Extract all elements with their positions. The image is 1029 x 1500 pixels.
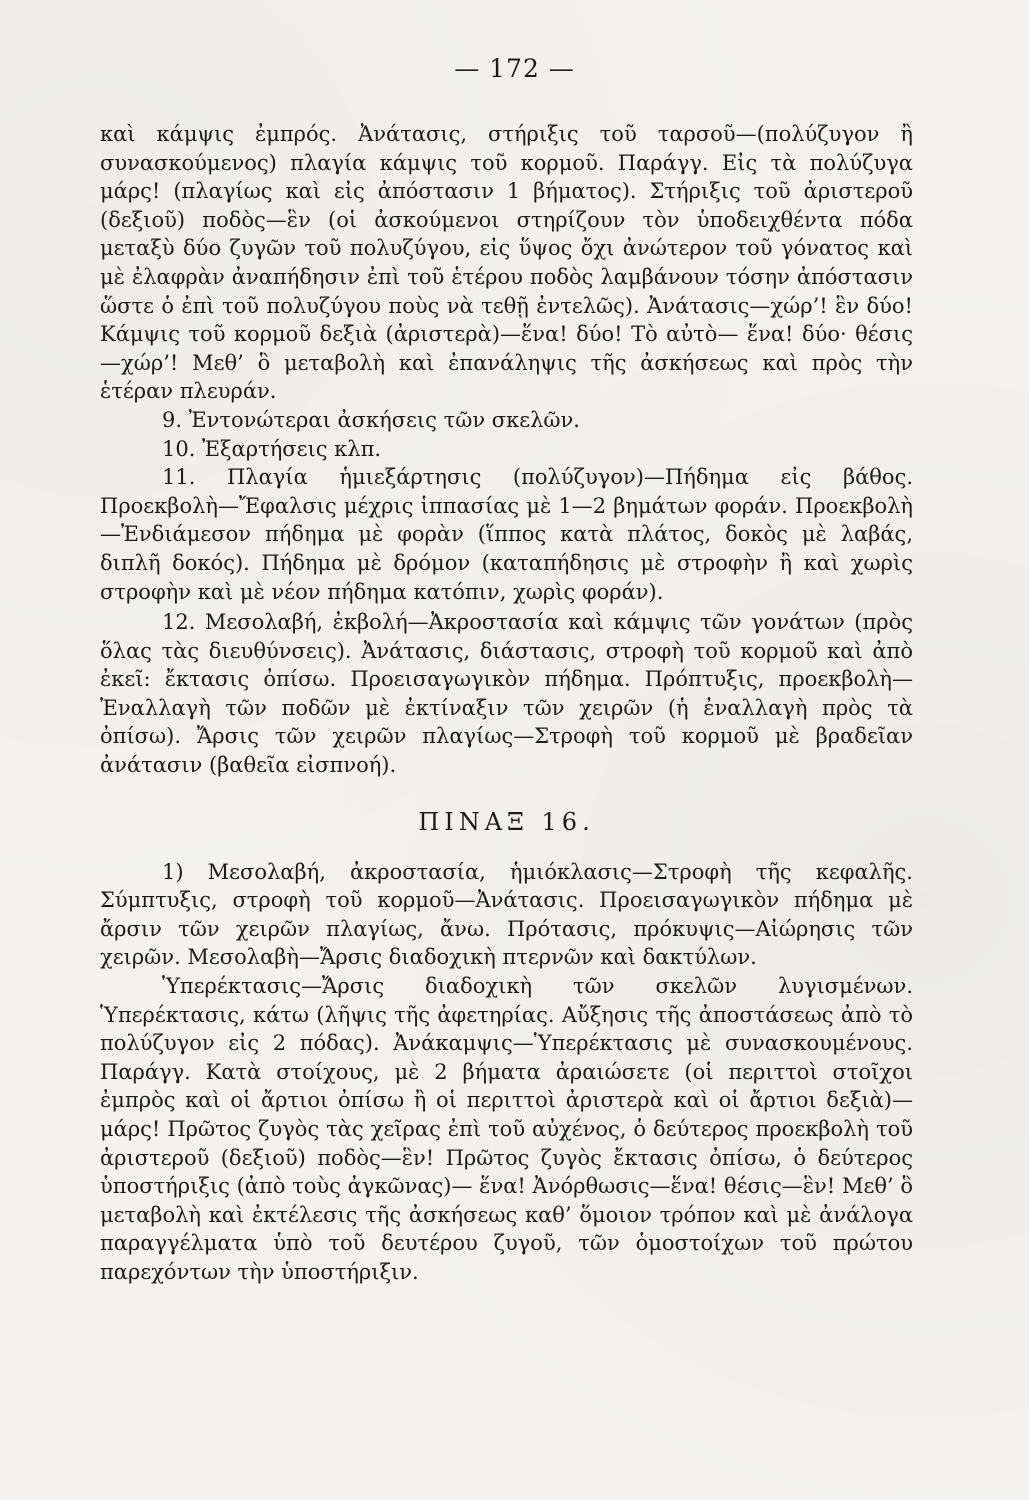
paragraph-item-10: 10. Ἐξαρτήσεις κλπ. <box>162 436 382 461</box>
paragraph-item-9: 9. Ἐντονώτεραι ἀσκήσεις τῶν σκελῶν. <box>162 407 580 432</box>
page-content <box>100 120 913 1287</box>
paragraph-continuation: καὶ κάμψις ἐμπρός. Ἀνάτασις, στήριξις τοῦ ταρσοῦ—(πολύζυγον ἢ συνασκούμενος) πλαγία κάμψις τοῦ κορμοῦ. Παράγγ. Εἰς τὰ πολύζυγα μάρς! (πλαγίως καὶ εἰς ἀπόστασιν 1 βήματος). Στήριξις τοῦ ἀριστεροῦ (δεξιοῦ) ποδὸς—ἓν (οἱ ἀσκούμενοι στηρίζουν τὸν ὑποδειχθέντα πόδα μεταξὺ δύο ζυγῶν τοῦ πολυζύγου, εἰς ὕψος ὄχι ἀνώτερον τοῦ γόνατος καὶ μὲ ἐλαφρὰν ἀναπήδησιν ἐπὶ τοῦ ἑτέρου ποδὸς λαμβάνουν τόσην ἀπόστασιν ὥστε ὁ ἐπὶ τοῦ πολυζύγου ποὺς νὰ τεθῇ ἐντελῶς). Ἀνάτασις—χώρ’! ἓν δύο! Κάμψις τοῦ κορμοῦ δεξιὰ (ἀριστερὰ)—ἕνα! δύο! Τὸ αὐτὸ— ἕνα! δύο· θέσις—χώρ’! Μεθ’ ὃ μεταβολὴ καὶ ἐπανάληψις τῆς ἀσκήσεως καὶ πρὸς τὴν ἑτέραν πλευράν. <box>100 122 913 404</box>
page-number: — 172 — <box>454 54 575 83</box>
paragraph-item-12: 12. Μεσολαβή, ἐκβολή—Ἀκροστασία καὶ κάμψις τῶν γονάτων (πρὸς ὅλας τὰς διευθύνσεις). Ἀνάτασις, διάστασις, στροφὴ τοῦ κορμοῦ καὶ ἀπὸ ἐκεῖ: ἔκτασις ὀπίσω. Προεισαγωγικὸν πήδημα. Πρόπτυξις, προεκβολὴ—Ἐναλλαγὴ τῶν ποδῶν μὲ ἐκτίναξιν τῶν χειρῶν (ἡ ἐναλλαγὴ πρὸς τὰ ὀπίσω). Ἄρσις τῶν χειρῶν πλαγίως—Στροφὴ τοῦ κορμοῦ μὲ βραδεῖαν ἀνάτασιν (βαθεῖα εἰσπνοή). <box>100 610 913 778</box>
paragraph-item-11: 11. Πλαγία ἡμιεξάρτησις (πολύζυγον)—Πήδημα εἰς βάθος. Προεκβολὴ—Ἔφαλσις μέχρις ἱππασίας μὲ 1—2 βημάτων φοράν. Προεκβολὴ—Ἐνδιάμεσον πήδημα μὲ φορὰν (ἵππος κατὰ πλάτος, δοκὸς μὲ λαβάς, διπλῆ δοκός). Πήδημα μὲ δρόμον (καταπήδησις μὲ στροφὴν ἢ καὶ χωρὶς στροφὴν καὶ μὲ νέον πήδημα κατόπιν, χωρὶς φοράν). <box>100 465 913 604</box>
section-paragraph-1: 1) Μεσολαβή, ἀκροστασία, ἡμιόκλασις—Στροφὴ τῆς κεφαλῆς. Σύμπτυξις, στροφὴ τοῦ κορμοῦ—Ἀνάτασις. Προεισαγωγικὸν πήδημα μὲ ἄρσιν τῶν χειρῶν πλαγίως, ἄνω. Πρότασις, πρόκυψις—Αἰώρησις τῶν χειρῶν. Μεσολαβὴ—Ἄρσις διαδοχικὴ πτερνῶν καὶ δακτύλων. <box>100 859 913 970</box>
section-heading: ΠΙΝΑΞ 16. <box>418 807 595 836</box>
section-paragraph-2: Ὑπερέκτασις—Ἄρσις διαδοχικὴ τῶν σκελῶν λυγισμένων. Ὑπερέκτασις, κάτω (λῆψις τῆς ἀφετηρίας. Αὔξησις τῆς ἀποστάσεως ἀπὸ τὸ πολύζυγον εἰς 2 πόδας). Ἀνάκαμψις—Ὑπερέκτασις μὲ συνασκουμένους. Παράγγ. Κατὰ στοίχους, μὲ 2 βήματα ἀραιώσετε (οἱ περιττοὶ στοῖχοι ἐμπρὸς καὶ οἱ ἄρτιοι ὀπίσω ἢ οἱ περιττοὶ ἀριστερὰ καὶ οἱ ἄρτιοι δεξιὰ)— μάρς! Πρῶτος ζυγὸς τὰς χεῖρας ἐπὶ τοῦ αὐχένος, ὁ δεύτερος προεκβολὴ τοῦ ἀριστεροῦ (δεξιοῦ) ποδὸς—ἓν! Πρῶτος ζυγὸς ἔκτασις ὀπίσω, ὁ δεύτερος ὑποστήριξις (ἀπὸ τοὺς ἀγκῶνας)— ἕνα! Ἀνόρθωσις—ἕνα! θέσις—ἓν! Μεθ’ ὃ μεταβολὴ καὶ ἐκτέλεσις τῆς ἀσκήσεως καθ’ ὅμοιον τρόπον καὶ μὲ ἀνάλογα παραγγέλματα ὑπὸ τοῦ δευτέρου ζυγοῦ, τῶν ὁμοστοίχων τοῦ πρώτου παρεχόντων τὴν ὑποστήριξιν. <box>100 974 913 1284</box>
